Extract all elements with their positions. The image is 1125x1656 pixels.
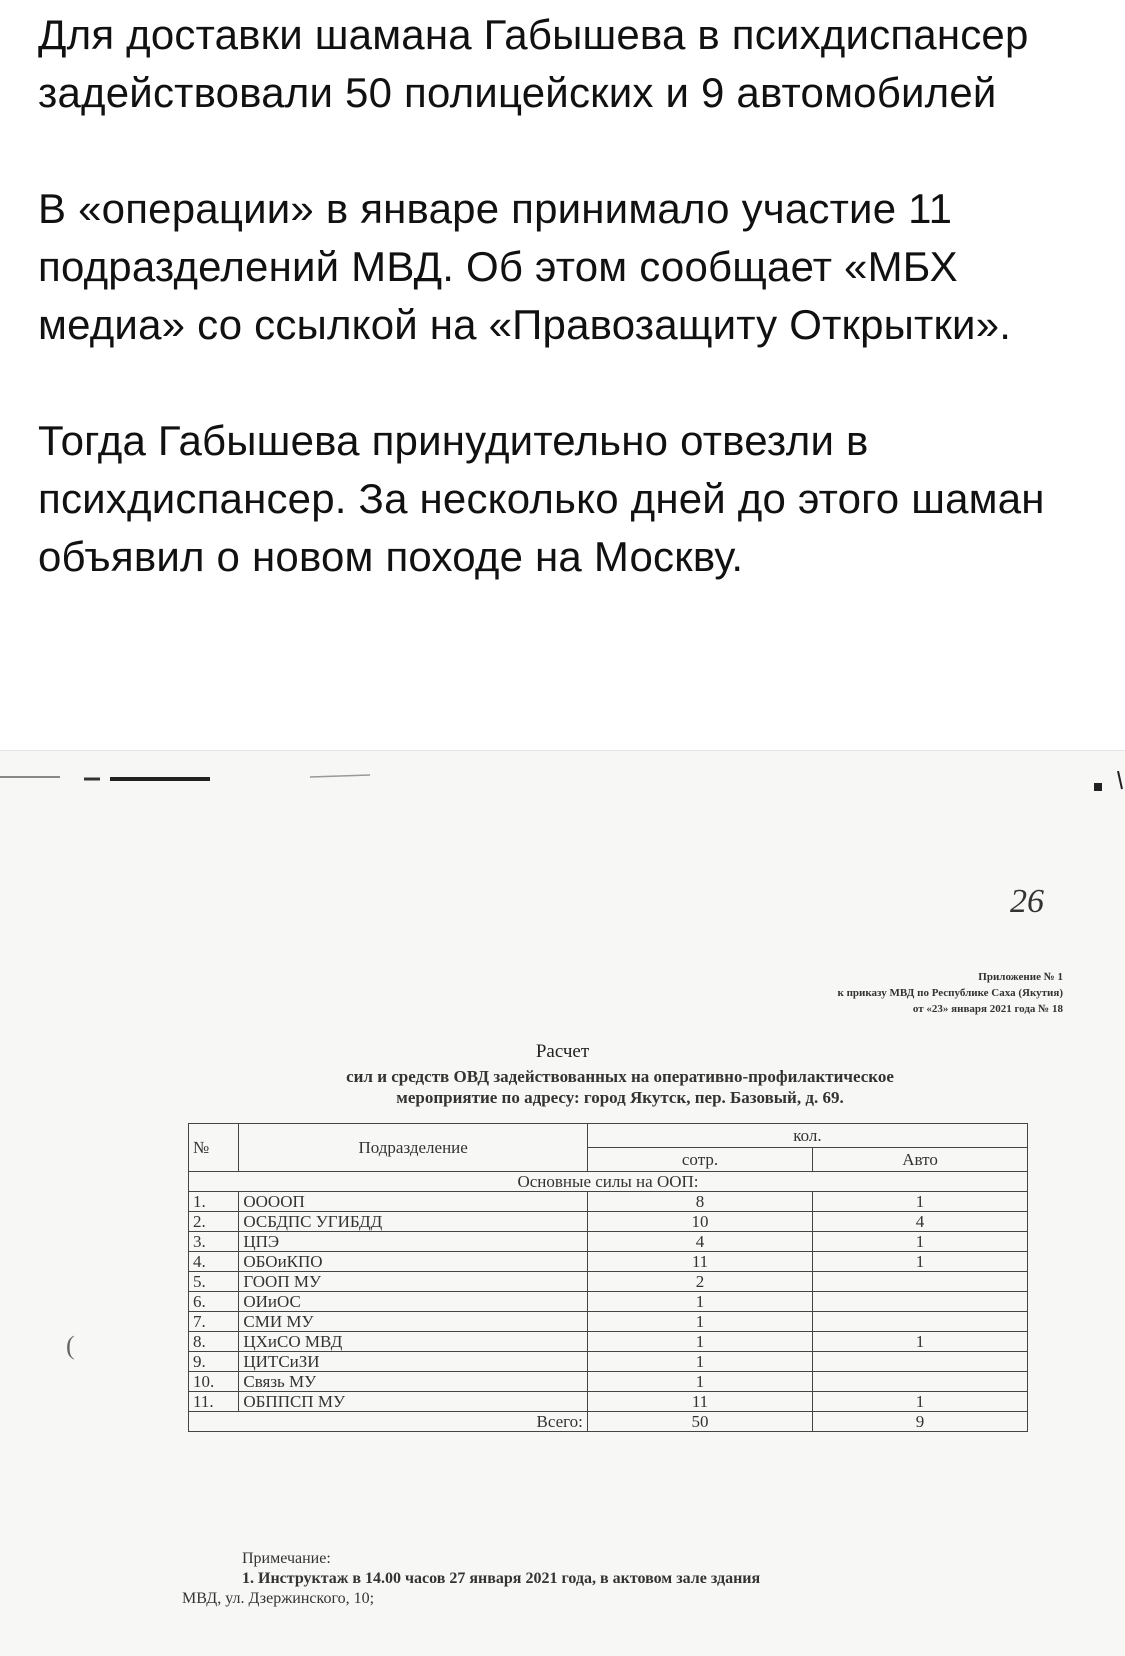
appendix-line-3: от «23» января 2021 года № 18 bbox=[912, 1003, 1063, 1015]
row-staff: 1 bbox=[587, 1372, 812, 1392]
subtitle-line-2: мероприятие по адресу: город Якутск, пер. Базовый, д. 69. bbox=[396, 1088, 844, 1107]
table-row bbox=[189, 1372, 1028, 1392]
row-auto bbox=[813, 1272, 1028, 1292]
table-row bbox=[189, 1232, 1028, 1252]
row-staff: 2 bbox=[587, 1272, 812, 1292]
header-unit: Подразделение bbox=[239, 1124, 588, 1172]
table-row bbox=[189, 1272, 1028, 1292]
row-num: 8. bbox=[189, 1332, 239, 1352]
post-paragraph-2: В «операции» в январе принимало участие 11 подразделений МВД. Об этом сообщает «МБХ медиа» со ссылкой на «Правозащиту Открытки». bbox=[38, 185, 1012, 348]
appendix-line-2: к приказу МВД по Республике Саха (Якутия) bbox=[837, 987, 1063, 999]
table-row bbox=[189, 1392, 1028, 1412]
row-auto bbox=[813, 1312, 1028, 1332]
row-auto bbox=[813, 1372, 1028, 1392]
total-row bbox=[189, 1412, 1028, 1432]
row-auto: 1 bbox=[813, 1392, 1028, 1412]
row-num: 7. bbox=[189, 1312, 239, 1332]
post-paragraph-1: Для доставки шамана Габышева в психдиспансер задействовали 50 полицейских и 9 автомобилей bbox=[38, 11, 1029, 116]
row-num: 5. bbox=[189, 1272, 239, 1292]
row-unit: ЦПЭ bbox=[239, 1232, 588, 1252]
margin-mark: ( bbox=[66, 1331, 75, 1360]
table-row bbox=[189, 1312, 1028, 1332]
row-staff: 4 bbox=[587, 1232, 812, 1252]
note-item-continuation: МВД, ул. Дзержинского, 10; bbox=[182, 1590, 375, 1607]
row-unit: ЦХиСО МВД bbox=[239, 1332, 588, 1352]
row-unit: ЦИТСиЗИ bbox=[239, 1352, 588, 1372]
row-staff: 1 bbox=[587, 1312, 812, 1332]
row-unit: ОБОиКПО bbox=[239, 1252, 588, 1272]
row-staff: 8 bbox=[587, 1192, 812, 1212]
scan-artifact-marks bbox=[0, 771, 1125, 791]
row-auto: 1 bbox=[813, 1192, 1028, 1212]
row-unit: ГООП МУ bbox=[239, 1272, 588, 1292]
row-num: 6. bbox=[189, 1292, 239, 1312]
row-num: 4. bbox=[189, 1252, 239, 1272]
row-unit: ОСБДПС УГИБДД bbox=[239, 1212, 588, 1232]
appendix-line-1: Приложение № 1 bbox=[978, 971, 1063, 983]
header-num: № bbox=[189, 1124, 239, 1172]
row-num: 9. bbox=[189, 1352, 239, 1372]
row-auto bbox=[813, 1352, 1028, 1372]
row-staff: 1 bbox=[587, 1332, 812, 1352]
table-row bbox=[189, 1292, 1028, 1312]
row-staff: 10 bbox=[587, 1212, 812, 1232]
total-staff: 50 bbox=[587, 1412, 812, 1432]
row-num: 10. bbox=[189, 1372, 239, 1392]
row-auto: 4 bbox=[813, 1212, 1028, 1232]
post-text bbox=[38, 6, 1098, 586]
row-staff: 11 bbox=[587, 1252, 812, 1272]
header-staff: сотр. bbox=[587, 1148, 812, 1172]
row-staff: 1 bbox=[587, 1352, 812, 1372]
header-auto: Авто bbox=[813, 1148, 1028, 1172]
appendix-header bbox=[838, 969, 1064, 1017]
row-unit: СМИ МУ bbox=[239, 1312, 588, 1332]
subtitle-line-1: сил и средств ОВД задействованных на оперативно-профилактическое bbox=[346, 1067, 894, 1086]
table-header-row bbox=[189, 1124, 1028, 1148]
document-note bbox=[182, 1549, 1062, 1609]
table-row bbox=[189, 1352, 1028, 1372]
table-row bbox=[189, 1212, 1028, 1232]
row-auto: 1 bbox=[813, 1332, 1028, 1352]
document-photo[interactable] bbox=[0, 750, 1125, 1656]
row-num: 3. bbox=[189, 1232, 239, 1252]
row-unit: ОБППСП МУ bbox=[239, 1392, 588, 1412]
row-auto bbox=[813, 1292, 1028, 1312]
row-num: 1. bbox=[189, 1192, 239, 1212]
document-subtitle bbox=[190, 1066, 1050, 1108]
handwritten-page-number: 26 bbox=[1010, 883, 1044, 920]
row-num: 2. bbox=[189, 1212, 239, 1232]
row-staff: 1 bbox=[587, 1292, 812, 1312]
header-qty: кол. bbox=[587, 1124, 1027, 1148]
note-heading: Примечание: bbox=[242, 1550, 331, 1567]
row-unit: Связь МУ bbox=[239, 1372, 588, 1392]
forces-table bbox=[188, 1123, 1028, 1432]
document-title: Расчет bbox=[535, 1041, 590, 1062]
post-paragraph-3: Тогда Габышева принудительно отвезли в психдиспансер. За несколько дней до этого шаман объявил о новом походе на Москву. bbox=[38, 417, 1045, 580]
table-row bbox=[189, 1252, 1028, 1272]
row-num: 11. bbox=[189, 1392, 239, 1412]
table-row bbox=[189, 1332, 1028, 1352]
section-row bbox=[189, 1172, 1028, 1192]
row-staff: 11 bbox=[587, 1392, 812, 1412]
row-auto: 1 bbox=[813, 1232, 1028, 1252]
total-label: Всего: bbox=[189, 1412, 588, 1432]
row-unit: ООООП bbox=[239, 1192, 588, 1212]
row-auto: 1 bbox=[813, 1252, 1028, 1272]
section-label: Основные силы на ООП: bbox=[189, 1172, 1028, 1192]
total-auto: 9 bbox=[813, 1412, 1028, 1432]
row-unit: ОИиОС bbox=[239, 1292, 588, 1312]
table-row bbox=[189, 1192, 1028, 1212]
note-item: 1. Инструктаж в 14.00 часов 27 января 2021 года, в актовом зале здания bbox=[242, 1570, 761, 1587]
